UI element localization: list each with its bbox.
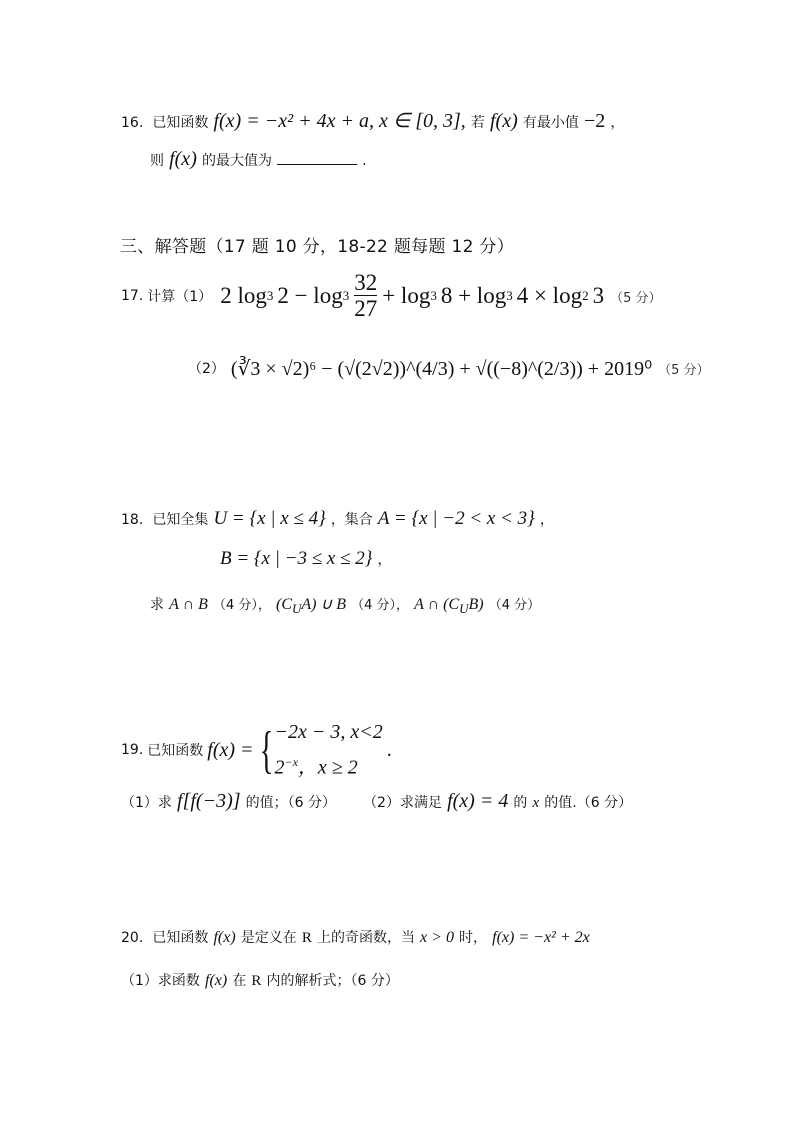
q17-number: 17. [121,288,144,304]
q16-line1 [121,108,624,144]
q17-sub2: 2 [582,288,589,303]
q18-set-b: B = {x | −3 ≤ x ≤ 2} [220,548,373,569]
q19-cases [274,717,382,783]
q17-frac-num: 32 [354,269,378,295]
q18-line2 [220,548,391,570]
q20-text-c: 上的奇函数，当 [316,930,415,946]
q20-text-d: 时， [459,930,488,946]
q16-function: f(x) = −x² + 4x + a, x ∈ [0, 3], [213,110,466,132]
q20-cond: x > 0 [420,929,454,946]
q20-R: R [301,930,312,946]
q20-line2 [121,970,399,990]
section3-heading: 三、解答题（17 题 10 分，18-22 题每题 12 分） [120,237,515,257]
q16-period: . [362,153,367,169]
q19-brace: { [259,721,273,779]
q18-comma: ， [539,512,554,528]
q18-part2: $(C_UA)$ ∪ B [276,596,346,617]
q17-expr-d: 8 + log [440,283,507,308]
q17-sub3-a: 3 [266,288,274,303]
q18-part1: A ∩ B [169,596,208,613]
q17-score2: （5 分） [658,362,710,378]
q20-part1-in: 在 [232,973,247,989]
q17-sub3-b: 3 [342,288,350,303]
q19-part1-expr: f[f(−3)] [177,790,241,812]
q18-text-a: 已知全集 [152,512,209,528]
q19-part1-label: （1）求 [121,795,172,811]
q17-expr-f: 3 [592,283,605,308]
q18-part3: A ∩ $(C_UB)$ [414,596,484,617]
q19-part2-tail2: 的值.（6 分） [544,795,633,811]
q17-expr-e: 4 × log [516,283,583,308]
q19-part2-expr: f(x) = 4 [447,790,509,812]
q16-fx2: f(x) [169,148,197,170]
q17-expr2: (∛3 × √2)⁶ − (√(2√2))^(4/3) + √((−8)^(2/3)) + 2019⁰ [230,357,653,380]
q19-case2: $2^{-x}$，x ≥ 2 [274,755,358,779]
q17-sub3-c: 3 [430,288,437,303]
q17-expr-b: 2 − log [277,283,343,308]
q20-text-a: 已知函数 [152,930,209,946]
q17-expr-a: 2 log [220,283,267,308]
q20-part1-tail: 内的解析式；（6 分） [266,973,399,989]
q19-fdef: f(x) = [207,738,254,761]
q20-part1-R: R [251,973,262,989]
q18-text-b: ，集合 [330,512,373,528]
q16-fx: f(x) [490,110,518,132]
q20-text-b: 是定义在 [240,930,297,946]
q20-part1-fx: f(x) [205,972,228,989]
q17-score1: （5 分） [610,290,662,306]
q18-comma2: ， [377,552,392,568]
q17-frac-den: 27 [354,295,378,321]
q20-fx: f(x) [213,929,236,946]
q18-set-u: U = {x | x ≤ 4} [213,508,326,529]
q20-part1-label: （1）求函数 [121,973,200,989]
q16-min-value: −2 [583,110,606,132]
q20-def: f(x) = −x² + 2x [492,929,590,946]
q19-part2-tail: 的 [513,795,528,811]
q17-expr-c: + log [382,283,431,308]
q19-number: 19. [121,742,144,758]
q18-line3 [150,594,540,617]
q19-line2 [121,790,632,813]
q16-number: 16. [121,115,144,131]
q20-line1 [121,927,590,947]
q16-ze: 则 [150,153,164,169]
q18-score2: （4 分）， [351,598,409,613]
q19-part2-x: x [532,795,540,811]
q17-label: 计算（1） [147,289,213,305]
q18-number: 18. [121,512,144,528]
q16-line2 [150,148,367,171]
q18-set-a: A = {x | −2 < x < 3} [377,508,535,529]
q17-line1 [121,266,661,326]
q18-ask: 求 [150,597,164,613]
q16-intro: 已知函数 [152,115,209,131]
q19-line1 [121,718,392,782]
q17-line2 [188,348,710,388]
q16-min-text: 有最小值 [522,115,579,131]
q16-answer-blank [277,150,357,165]
q16-max-text: 的最大值为 [201,153,272,169]
q19-case1: −2x − 3, x<2 [274,721,383,744]
q18-score1: （4 分）， [213,598,271,613]
q17-fraction [354,271,377,321]
q19-text: 已知函数 [147,743,204,759]
q18-score3: （4 分） [488,598,541,613]
q19-part1-tail: 的值；（6 分） [245,795,336,811]
q18-line1 [121,508,554,530]
q16-comma: ， [610,115,625,131]
q17-sub3-d: 3 [506,288,513,303]
q20-number: 20. [121,930,144,946]
q19-period: . [386,738,392,761]
q17-label2: （2） [188,361,225,377]
q19-part2-label: （2）求满足 [363,795,442,811]
q16-ruo: 若 [470,115,485,131]
